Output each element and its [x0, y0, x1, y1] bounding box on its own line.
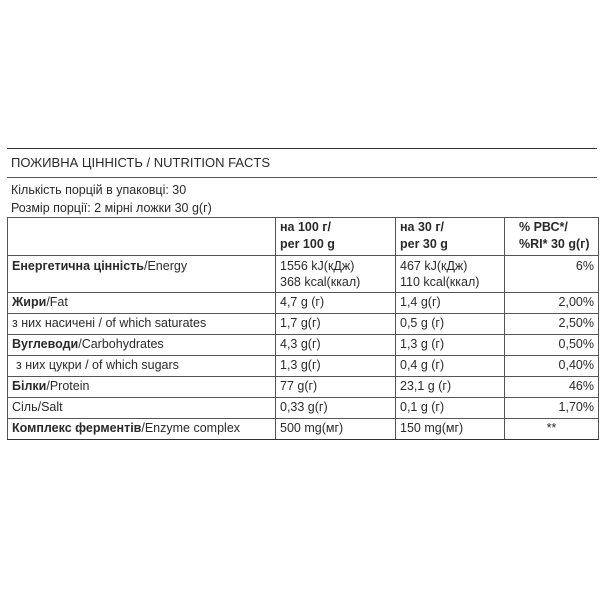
row-name-bold: Вуглеводи — [12, 337, 79, 351]
table-row-fat — [8, 293, 599, 314]
cell-per-30g: 150 mg(мг) — [396, 419, 505, 440]
nutrition-table — [7, 217, 599, 440]
row-name-rest: /Protein — [46, 379, 90, 393]
table-row-salt — [8, 398, 599, 419]
header-per-30g — [396, 218, 505, 256]
header-per-30g-line1: на 30 г/ — [400, 220, 445, 234]
table-row-enzyme-complex — [8, 419, 599, 440]
cell-per-30g: 1,4 g(г) — [396, 293, 505, 314]
header-ri — [505, 218, 599, 256]
cell-line1: 467 kJ(кДж) — [400, 259, 468, 273]
row-name-bold: Білки — [12, 379, 47, 393]
cell-per-30g: 0,4 g (г) — [396, 356, 505, 377]
header-per-100g — [276, 218, 396, 256]
cell-line2: 110 kcal(ккал) — [400, 275, 480, 289]
cell-per-100g — [276, 256, 396, 293]
row-name-rest: /Enzyme complex — [141, 421, 241, 435]
cell-per-100g: 77 g(г) — [276, 377, 396, 398]
row-name — [8, 398, 276, 419]
header-per-100g-line2: per 100 g — [280, 237, 335, 251]
cell-per-100g: 4,7 g (г) — [276, 293, 396, 314]
row-name-rest: Сіль/Salt — [12, 400, 63, 414]
cell-line1: 1556 kJ(кДж) — [280, 259, 355, 273]
row-name-rest: /Energy — [144, 259, 188, 273]
table-row-sugars — [8, 356, 599, 377]
header-per-100g-line1: на 100 г/ — [280, 220, 331, 234]
row-name-rest: /Fat — [46, 295, 68, 309]
header-ri-line1: % РВС*/ — [519, 220, 568, 234]
cell-ri: 2,00% — [505, 293, 599, 314]
row-name — [8, 256, 276, 293]
nutrition-facts-panel — [7, 148, 597, 440]
cell-ri: 46% — [505, 377, 599, 398]
servings-per-pack: Кількість порцій в упаковці: 30 — [11, 183, 187, 197]
cell-ri: 2,50% — [505, 314, 599, 335]
cell-line2: 368 kcal(ккал) — [280, 275, 361, 289]
table-row-carbohydrates — [8, 335, 599, 356]
cell-ri: 6% — [505, 256, 599, 293]
cell-per-100g: 4,3 g(г) — [276, 335, 396, 356]
row-name-bold: Жири — [12, 295, 47, 309]
cell-per-100g: 1,3 g(г) — [276, 356, 396, 377]
row-name-rest: з них цукри / of which sugars — [16, 358, 179, 372]
row-name-rest: /Carbohydrates — [78, 337, 164, 351]
header-per-30g-line2: per 30 g — [400, 237, 448, 251]
cell-per-30g: 0,1 g (г) — [396, 398, 505, 419]
row-name — [8, 335, 276, 356]
serving-size: Розмір порції: 2 мірні ложки 30 g(г) — [11, 201, 212, 215]
row-name — [8, 293, 276, 314]
row-name-bold: Комплекс ферментів — [12, 421, 142, 435]
table-header-row — [8, 218, 599, 256]
cell-ri: 1,70% — [505, 398, 599, 419]
cell-per-30g — [396, 256, 505, 293]
cell-ri: 0,50% — [505, 335, 599, 356]
row-name — [8, 314, 276, 335]
row-name — [8, 377, 276, 398]
row-name — [8, 419, 276, 440]
row-name-rest: з них насичені / of which saturates — [12, 316, 207, 330]
table-row-protein — [8, 377, 599, 398]
cell-per-100g: 500 mg(мг) — [276, 419, 396, 440]
table-row-energy — [8, 256, 599, 293]
nutrition-title: ПОЖИВНА ЦІННІСТЬ / NUTRITION FACTS — [7, 148, 597, 178]
cell-per-100g: 0,33 g(г) — [276, 398, 396, 419]
cell-per-100g: 1,7 g(г) — [276, 314, 396, 335]
cell-ri: 0,40% — [505, 356, 599, 377]
cell-per-30g: 0,5 g (г) — [396, 314, 505, 335]
header-nutrient — [8, 218, 276, 256]
header-ri-line2: %RI* 30 g(г) — [519, 237, 590, 251]
table-row-saturates — [8, 314, 599, 335]
cell-per-30g: 1,3 g (г) — [396, 335, 505, 356]
cell-ri: ** — [505, 419, 599, 440]
row-name-bold: Енергетична цінність — [12, 259, 144, 273]
cell-per-30g: 23,1 g (г) — [396, 377, 505, 398]
serving-info — [7, 178, 597, 217]
row-name — [8, 356, 276, 377]
